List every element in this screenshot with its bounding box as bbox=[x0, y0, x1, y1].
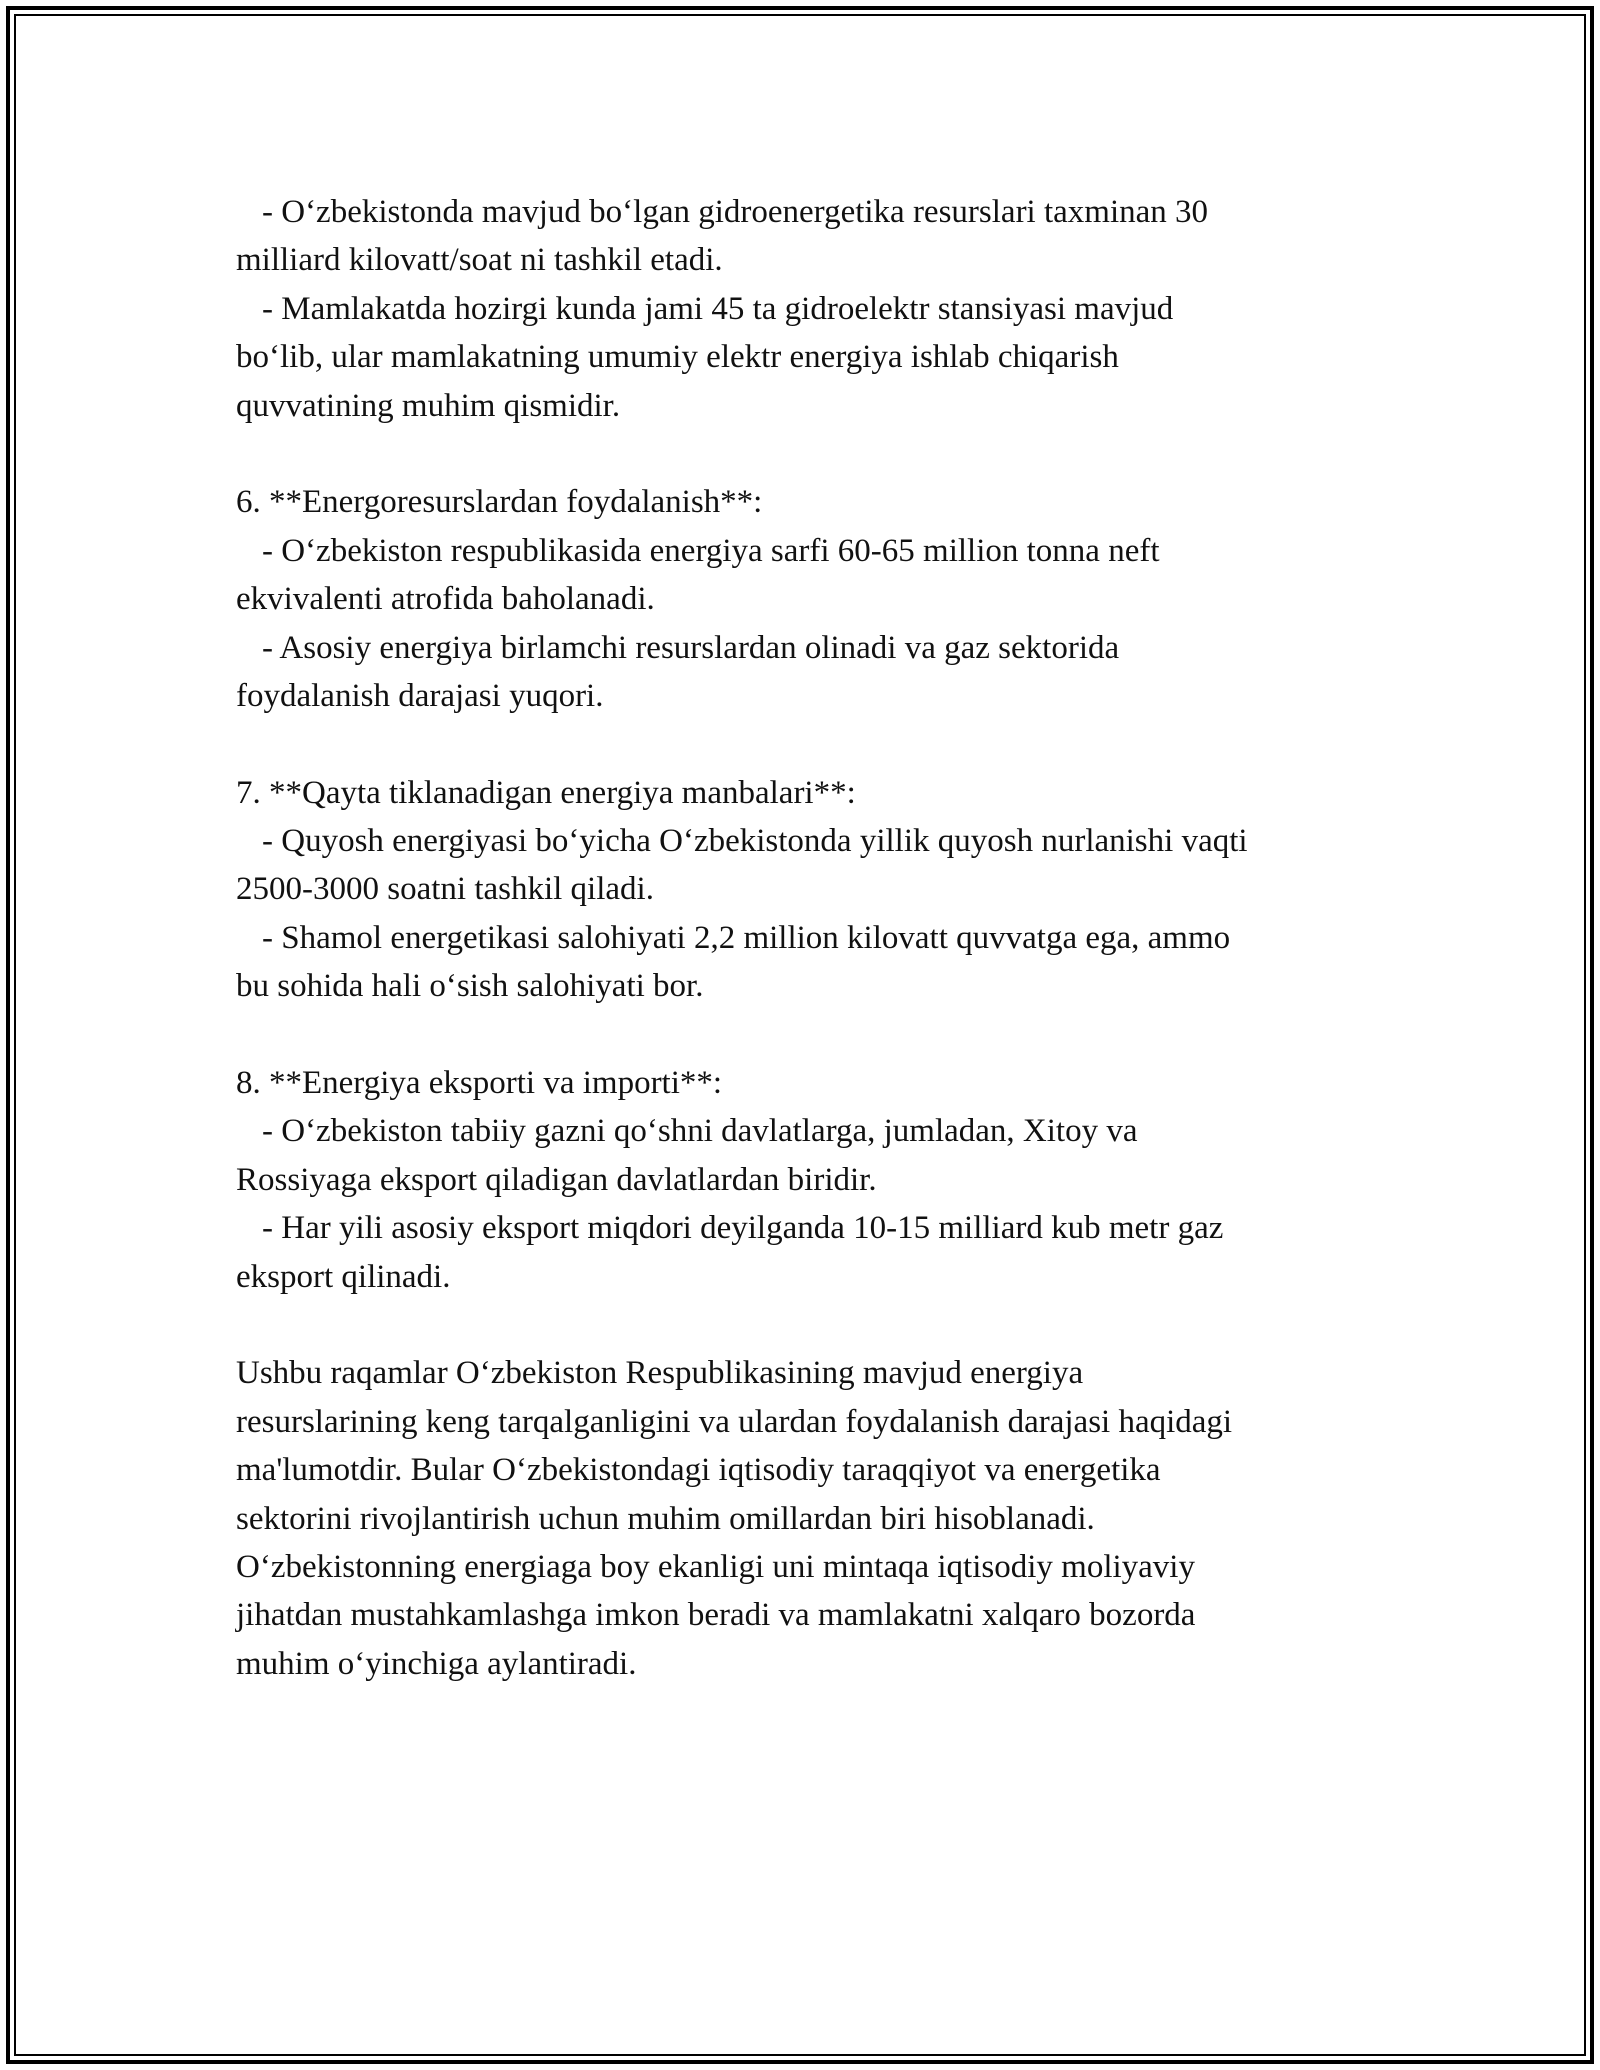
text-line: - Mamlakatda hozirgi kunda jami 45 ta gidroelektr stansiyasi mavjud bbox=[262, 290, 1174, 327]
text-line: O‘zbekistonning energiaga boy ekanligi uni mintaqa iqtisodiy moliyaviy bbox=[236, 1548, 1195, 1585]
text-block bbox=[236, 478, 1416, 720]
paragraph-gap bbox=[236, 1011, 1416, 1059]
text-line: - Har yili asosiy eksport miqdori deyilganda 10-15 milliard kub metr gaz bbox=[262, 1210, 1224, 1247]
text-block bbox=[236, 1059, 1416, 1301]
text-line: ekvivalenti atrofida baholanadi. bbox=[236, 581, 655, 618]
text-line: eksport qilinadi. bbox=[236, 1258, 451, 1295]
text-line: sektorini rivojlantirish uchun muhim omillardan biri hisoblanadi. bbox=[236, 1500, 1095, 1537]
text-line: bo‘lib, ular mamlakatning umumiy elektr energiya ishlab chiqarish bbox=[236, 339, 1119, 376]
text-line: foydalanish darajasi yuqori. bbox=[236, 677, 604, 714]
text-line: 2500-3000 soatni tashkil qiladi. bbox=[236, 871, 654, 908]
text-line: resurslarining keng tarqalganligini va ulardan foydalanish darajasi haqidagi bbox=[236, 1403, 1233, 1440]
text-line: - Shamol energetikasi salohiyati 2,2 million kilovatt quvvatga ega, ammo bbox=[262, 919, 1231, 956]
text-line: - Asosiy energiya birlamchi resurslardan olinadi va gaz sektorida bbox=[262, 629, 1120, 666]
text-line: 7. **Qayta tiklanadigan energiya manbalari**: bbox=[236, 774, 856, 811]
paragraph-gap bbox=[236, 1301, 1416, 1349]
text-line: ma'lumotdir. Bular O‘zbekistondagi iqtisodiy taraqqiyot va energetika bbox=[236, 1452, 1161, 1489]
text-line: bu sohida hali o‘sish salohiyati bor. bbox=[236, 968, 704, 1005]
text-line: - Quyosh energiyasi bo‘yicha O‘zbekistonda yillik quyosh nurlanishi vaqti bbox=[262, 823, 1248, 860]
text-line: Ushbu raqamlar O‘zbekiston Respublikasining mavjud energiya bbox=[236, 1355, 1084, 1392]
text-line: quvvatining muhim qismidir. bbox=[236, 387, 621, 424]
text-line: muhim o‘yinchiga aylantiradi. bbox=[236, 1645, 637, 1682]
text-line: - O‘zbekistonda mavjud bo‘lgan gidroenergetika resurslari taxminan 30 bbox=[262, 194, 1209, 230]
document-body bbox=[236, 188, 1416, 1688]
text-line: 6. **Energoresurslardan foydalanish**: bbox=[236, 484, 763, 521]
text-block bbox=[236, 188, 1416, 430]
text-line: jihatdan mustahkamlashga imkon beradi va mamlakatni xalqaro bozorda bbox=[236, 1597, 1196, 1634]
text-line: - O‘zbekiston respublikasida energiya sarfi 60-65 million tonna neft bbox=[262, 532, 1160, 569]
text-line: - O‘zbekiston tabiiy gazni qo‘shni davlatlarga, jumladan, Xitoy va bbox=[262, 1113, 1138, 1150]
paragraph-gap bbox=[236, 720, 1416, 768]
text-line: 8. **Energiya eksporti va importi**: bbox=[236, 1065, 723, 1102]
paragraph-gap bbox=[236, 430, 1416, 478]
text-line: milliard kilovatt/soat ni tashkil etadi. bbox=[236, 242, 723, 279]
text-block bbox=[236, 769, 1416, 1011]
text-line: Rossiyaga eksport qiladigan davlatlardan biridir. bbox=[236, 1161, 877, 1198]
text-block bbox=[236, 1349, 1416, 1688]
